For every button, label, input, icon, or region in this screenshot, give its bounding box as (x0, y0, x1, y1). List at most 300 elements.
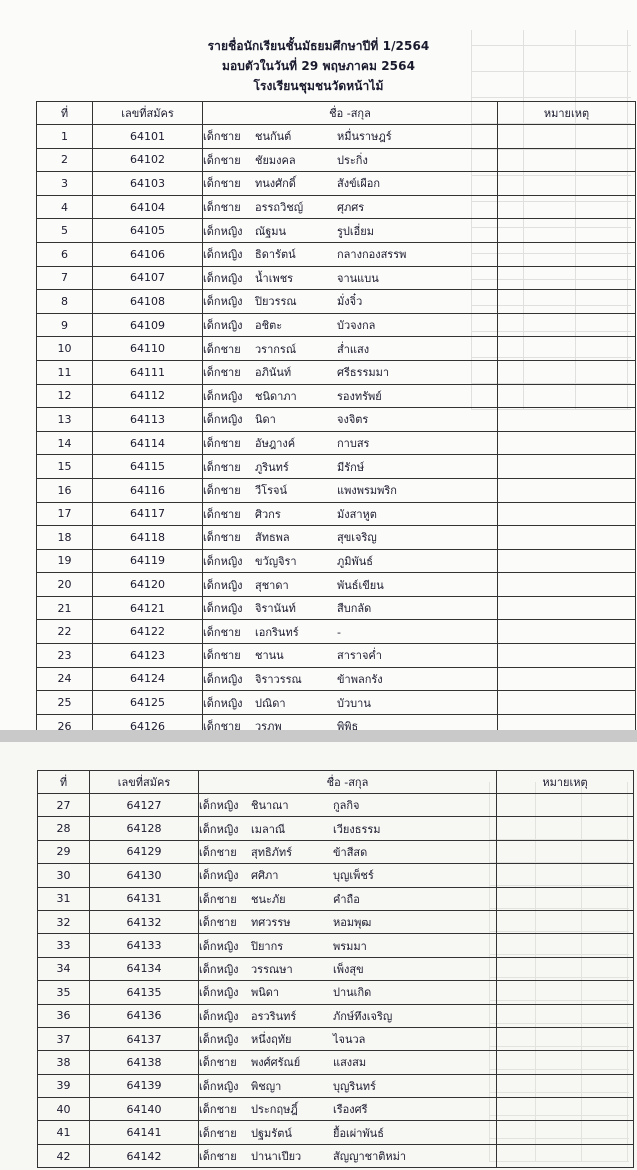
last-name: กาบสร (337, 437, 370, 451)
remark-cell (498, 384, 636, 408)
name-prefix: เด็กหญิง (203, 696, 243, 710)
student-name (203, 596, 498, 620)
remark-cell (497, 1051, 634, 1074)
remark-cell (498, 526, 636, 550)
row-number: 21 (37, 596, 93, 620)
name-prefix: เด็กชาย (203, 531, 241, 545)
row-number: 3 (37, 172, 93, 196)
row-number: 39 (38, 1074, 90, 1097)
name-prefix: เด็กชาย (203, 720, 241, 730)
student-name (203, 620, 498, 644)
remark-cell (497, 910, 634, 933)
name-prefix: เด็กหญิง (199, 986, 239, 1000)
application-id: 64135 (90, 981, 199, 1004)
first-name: จิราวรรณ (255, 672, 302, 686)
last-name: - (337, 625, 341, 639)
student-roster-table-page-2 (37, 770, 634, 1168)
row-number: 27 (38, 794, 90, 817)
remark-cell (498, 219, 636, 243)
last-name: ศรีธรรมมา (337, 366, 390, 380)
row-number: 4 (37, 195, 93, 219)
last-name: บุญรินทร์ (333, 1079, 376, 1093)
table-body (37, 125, 636, 731)
name-prefix: เด็กชาย (203, 437, 241, 451)
name-prefix: เด็กชาย (203, 342, 241, 356)
name-prefix: เด็กชาย (199, 1103, 237, 1117)
first-name: พิชญา (251, 1079, 282, 1093)
application-id: 64103 (93, 172, 203, 196)
first-name: ทนงศักดิ์ (255, 177, 296, 191)
name-prefix: เด็กหญิง (199, 962, 239, 976)
name-prefix: เด็กชาย (203, 130, 241, 144)
first-name: อรวรินทร์ (251, 1009, 297, 1023)
remark-cell (497, 981, 634, 1004)
last-name: สุขเจริญ (337, 531, 377, 545)
application-id: 64141 (90, 1121, 199, 1144)
remark-cell (498, 478, 636, 502)
last-name: ส่ำแสง (337, 342, 370, 356)
remark-cell (498, 266, 636, 290)
row-number: 37 (38, 1027, 90, 1050)
table-row (37, 125, 636, 149)
application-id: 64127 (90, 794, 199, 817)
last-name: สัญญาชาติหม่า (333, 1150, 407, 1164)
name-prefix: เด็กชาย (203, 649, 241, 663)
table-row (37, 266, 636, 290)
student-name (203, 549, 498, 573)
row-number: 5 (37, 219, 93, 243)
row-number: 12 (37, 384, 93, 408)
remark-cell (498, 596, 636, 620)
row-number: 20 (37, 573, 93, 597)
col-header-remark: หมายเหตุ (498, 102, 636, 125)
name-prefix: เด็กหญิง (203, 224, 243, 238)
name-prefix: เด็กชาย (203, 507, 241, 521)
application-id: 64137 (90, 1027, 199, 1050)
last-name: พรมมา (333, 939, 367, 953)
name-prefix: เด็กชาย (203, 153, 241, 167)
name-prefix: เด็กหญิง (203, 389, 243, 403)
application-id: 64106 (93, 242, 203, 266)
row-number: 40 (38, 1098, 90, 1121)
table-row (37, 431, 636, 455)
student-name (203, 573, 498, 597)
student-name (203, 172, 498, 196)
student-name (203, 714, 498, 730)
name-prefix: เด็กชาย (203, 177, 241, 191)
table-row (38, 887, 634, 910)
last-name: ศุภศร (337, 201, 365, 215)
remark-cell (498, 620, 636, 644)
table-row (38, 1074, 634, 1097)
student-name (199, 887, 497, 910)
first-name: พนิดา (251, 986, 280, 1000)
row-number: 19 (37, 549, 93, 573)
table-row (37, 573, 636, 597)
table-body (38, 794, 634, 1168)
application-id: 64102 (93, 148, 203, 172)
name-prefix: เด็กชาย (199, 892, 237, 906)
application-id: 64142 (90, 1144, 199, 1167)
application-id: 64104 (93, 195, 203, 219)
remark-cell (497, 1098, 634, 1121)
col-header-name: ชื่อ -สกุล (203, 102, 498, 125)
student-name (199, 910, 497, 933)
first-name: ทศวรรษ (251, 916, 291, 930)
table-row (37, 172, 636, 196)
document-date-line: มอบตัวในวันที่ 29 พฤษภาคม 2564 (221, 59, 416, 73)
table-row (37, 549, 636, 573)
application-id: 64140 (90, 1098, 199, 1121)
row-number: 16 (37, 478, 93, 502)
last-name: มั่งจิ๋ว (337, 295, 363, 309)
row-number: 33 (38, 934, 90, 957)
table-row (38, 957, 634, 980)
name-prefix: เด็กหญิง (199, 1079, 239, 1093)
first-name: ประกฤษฎิ์ (251, 1103, 298, 1117)
application-id: 64114 (93, 431, 203, 455)
application-id: 64133 (90, 934, 199, 957)
table-row (37, 620, 636, 644)
student-name (199, 1074, 497, 1097)
row-number: 38 (38, 1051, 90, 1074)
last-name: พิพิธ (337, 720, 359, 730)
row-number: 9 (37, 313, 93, 337)
student-name (203, 242, 498, 266)
application-id: 64107 (93, 266, 203, 290)
student-name (199, 934, 497, 957)
table-row (38, 1027, 634, 1050)
student-name (199, 864, 497, 887)
name-prefix: เด็กหญิง (203, 413, 243, 427)
table-row (37, 526, 636, 550)
remark-cell (498, 290, 636, 314)
remark-cell (497, 1074, 634, 1097)
table-row (37, 408, 636, 432)
remark-cell (498, 431, 636, 455)
table-row (38, 1051, 634, 1074)
student-name (203, 667, 498, 691)
last-name: ภักษ์ทึงเจริญ (333, 1009, 393, 1023)
application-id: 64101 (93, 125, 203, 149)
student-name (199, 981, 497, 1004)
row-number: 11 (37, 360, 93, 384)
document-page-2 (0, 742, 637, 1170)
application-id: 64134 (90, 957, 199, 980)
student-name (203, 125, 498, 149)
last-name: จงจิตร (337, 413, 369, 427)
name-prefix: เด็กชาย (203, 484, 241, 498)
first-name: ศิวกร (255, 507, 281, 521)
table-row (37, 455, 636, 479)
table-row (37, 691, 636, 715)
remark-cell (497, 934, 634, 957)
last-name: คำถือ (333, 892, 360, 906)
first-name: เมลาณี (251, 822, 286, 836)
row-number: 41 (38, 1121, 90, 1144)
remark-cell (498, 573, 636, 597)
last-name: แสงสม (333, 1056, 367, 1070)
first-name: วีโรจน์ (255, 484, 287, 498)
student-name (203, 337, 498, 361)
student-name (203, 455, 498, 479)
row-number: 36 (38, 1004, 90, 1027)
table-row (37, 290, 636, 314)
student-name (199, 1027, 497, 1050)
first-name: ปณิดา (255, 696, 286, 710)
remark-cell (498, 691, 636, 715)
row-number: 15 (37, 455, 93, 479)
first-name: อัษฎางค์ (255, 437, 296, 451)
first-name: ปานาเปียว (251, 1150, 302, 1164)
document-header (0, 36, 637, 96)
remark-cell (497, 794, 634, 817)
application-id: 64110 (93, 337, 203, 361)
application-id: 64108 (93, 290, 203, 314)
first-name: ชนะภัย (251, 892, 286, 906)
last-name: สาราจค่ำ (337, 649, 382, 663)
table-row (38, 840, 634, 863)
table-row (37, 596, 636, 620)
first-name: ณัฐมน (255, 224, 287, 238)
student-name (199, 817, 497, 840)
remark-cell (498, 408, 636, 432)
remark-cell (497, 817, 634, 840)
remark-cell (498, 549, 636, 573)
last-name: เรืองศรี (333, 1103, 368, 1117)
last-name: บุญเพ็ชร์ (333, 869, 374, 883)
row-number: 35 (38, 981, 90, 1004)
document-title: รายชื่อนักเรียนชั้นมัธยมศึกษาปีที่ 1/2564 (207, 39, 430, 53)
first-name: อรรถวิชญ์ (255, 201, 304, 215)
application-id: 64121 (93, 596, 203, 620)
table-row (37, 360, 636, 384)
student-name (199, 957, 497, 980)
student-name (203, 219, 498, 243)
application-id: 64129 (90, 840, 199, 863)
school-name: โรงเรียนชุมชนวัดหน้าไม้ (253, 79, 384, 93)
name-prefix: เด็กหญิง (199, 799, 239, 813)
table-row (37, 337, 636, 361)
application-id: 64119 (93, 549, 203, 573)
first-name: ปิยวรรณ (255, 295, 297, 309)
remark-cell (498, 455, 636, 479)
remark-cell (498, 667, 636, 691)
last-name: ประกิ่ง (337, 153, 368, 167)
table-row (37, 667, 636, 691)
application-id: 64112 (93, 384, 203, 408)
name-prefix: เด็กชาย (203, 460, 241, 474)
first-name: ชนิดาภา (255, 389, 297, 403)
row-number: 30 (38, 864, 90, 887)
col-header-app-id: เลขที่สมัคร (93, 102, 203, 125)
row-number: 26 (37, 714, 93, 730)
row-number: 32 (38, 910, 90, 933)
last-name: ภูมิพันธ์ (337, 554, 373, 568)
row-number: 25 (37, 691, 93, 715)
name-prefix: เด็กหญิง (203, 248, 243, 262)
table-row (37, 502, 636, 526)
student-name (199, 840, 497, 863)
row-number: 6 (37, 242, 93, 266)
last-name: ไจนวล (333, 1033, 366, 1047)
last-name: กูลกิจ (333, 799, 360, 813)
col-header-name: ชื่อ -สกุล (199, 771, 497, 794)
table-row (37, 384, 636, 408)
last-name: บัวบาน (337, 696, 371, 710)
last-name: หมื่นราษฎร์ (337, 130, 392, 144)
first-name: วรรณษา (251, 962, 293, 976)
application-id: 64118 (93, 526, 203, 550)
application-id: 64105 (93, 219, 203, 243)
application-id: 64139 (90, 1074, 199, 1097)
last-name: รูปเอี่ยม (337, 224, 374, 238)
application-id: 64123 (93, 644, 203, 668)
last-name: มังสาหูต (337, 507, 377, 521)
row-number: 22 (37, 620, 93, 644)
table-row (37, 195, 636, 219)
first-name: ธิดารัตน์ (255, 248, 296, 262)
name-prefix: เด็กหญิง (203, 319, 243, 333)
last-name: เพ็งสุข (333, 962, 364, 976)
table-row (38, 817, 634, 840)
name-prefix: เด็กชาย (199, 845, 237, 859)
table-row (38, 864, 634, 887)
first-name: วรภพ (255, 720, 282, 730)
first-name: ชนกันต์ (255, 130, 292, 144)
table-row (38, 794, 634, 817)
name-prefix: เด็กหญิง (199, 939, 239, 953)
student-name (203, 266, 498, 290)
application-id: 64138 (90, 1051, 199, 1074)
remark-cell (498, 644, 636, 668)
last-name: มีรักษ์ (337, 460, 365, 474)
first-name: อชิตะ (255, 319, 283, 333)
name-prefix: เด็กหญิง (199, 822, 239, 836)
remark-cell (498, 502, 636, 526)
name-prefix: เด็กหญิง (199, 1033, 239, 1047)
table-row (37, 478, 636, 502)
col-header-app-id: เลขที่สมัคร (90, 771, 199, 794)
student-name (203, 526, 498, 550)
name-prefix: เด็กหญิง (199, 1009, 239, 1023)
remark-cell (497, 1027, 634, 1050)
name-prefix: เด็กชาย (199, 916, 237, 930)
student-name (203, 431, 498, 455)
last-name: รองทรัพย์ (337, 389, 382, 403)
first-name: ชินาณา (251, 799, 289, 813)
last-name: พันธ์เขียน (337, 578, 384, 592)
student-name (203, 644, 498, 668)
table-row (38, 910, 634, 933)
name-prefix: เด็กชาย (203, 366, 241, 380)
last-name: ยื้อเผ่าพันธ์ (333, 1126, 384, 1140)
student-name (203, 691, 498, 715)
student-name (199, 1098, 497, 1121)
col-header-remark: หมายเหตุ (497, 771, 634, 794)
row-number: 23 (37, 644, 93, 668)
remark-cell (498, 195, 636, 219)
table-row (37, 313, 636, 337)
application-id: 64120 (93, 573, 203, 597)
table-row (38, 981, 634, 1004)
student-name (199, 1051, 497, 1074)
table-row (37, 714, 636, 730)
last-name: เวียงธรรม (333, 822, 381, 836)
student-name (203, 408, 498, 432)
remark-cell (498, 313, 636, 337)
first-name: จิรานันท์ (255, 602, 296, 616)
student-name (203, 290, 498, 314)
remark-cell (497, 1144, 634, 1167)
name-prefix: เด็กชาย (203, 201, 241, 215)
first-name: เอกรินทร์ (255, 625, 299, 639)
name-prefix: เด็กชาย (203, 625, 241, 639)
first-name: น้ำเพชร (255, 271, 294, 285)
name-prefix: เด็กหญิง (203, 672, 243, 686)
student-name (203, 502, 498, 526)
first-name: ชานน (255, 649, 284, 663)
remark-cell (498, 337, 636, 361)
name-prefix: เด็กหญิง (203, 602, 243, 616)
row-number: 8 (37, 290, 93, 314)
last-name: สังข์เผือก (337, 177, 381, 191)
row-number: 18 (37, 526, 93, 550)
student-name (203, 478, 498, 502)
first-name: พงศ์ศรัณย์ (251, 1056, 301, 1070)
application-id: 64131 (90, 887, 199, 910)
col-header-no: ที่ (38, 771, 90, 794)
remark-cell (497, 957, 634, 980)
col-header-no: ที่ (37, 102, 93, 125)
first-name: ปฐมรัตน์ (251, 1126, 292, 1140)
remark-cell (497, 1004, 634, 1027)
first-name: อภินันท์ (255, 366, 292, 380)
application-id: 64115 (93, 455, 203, 479)
table-header-row (38, 771, 634, 794)
first-name: ชัยมงคล (255, 153, 296, 167)
table-row (37, 219, 636, 243)
last-name: จานแบน (337, 271, 379, 285)
name-prefix: เด็กชาย (199, 1056, 237, 1070)
name-prefix: เด็กชาย (199, 1126, 237, 1140)
first-name: นิดา (255, 413, 276, 427)
row-number: 14 (37, 431, 93, 455)
application-id: 64117 (93, 502, 203, 526)
first-name: หนึ่งฤทัย (251, 1033, 292, 1047)
remark-cell (498, 242, 636, 266)
row-number: 42 (38, 1144, 90, 1167)
table-row (38, 1121, 634, 1144)
first-name: ศศิภา (251, 869, 279, 883)
application-id: 64122 (93, 620, 203, 644)
table-row (38, 1144, 634, 1167)
application-id: 64125 (93, 691, 203, 715)
last-name: สืบกลัด (337, 602, 372, 616)
last-name: ปานเกิด (333, 986, 372, 1000)
student-name (203, 195, 498, 219)
table-row (37, 644, 636, 668)
row-number: 34 (38, 957, 90, 980)
last-name: บัวจงกล (337, 319, 376, 333)
application-id: 64126 (93, 714, 203, 730)
application-id: 64136 (90, 1004, 199, 1027)
row-number: 31 (38, 887, 90, 910)
first-name: วรากรณ์ (255, 342, 297, 356)
application-id: 64130 (90, 864, 199, 887)
table-row (38, 1098, 634, 1121)
last-name: ข้าสีสด (333, 845, 368, 859)
